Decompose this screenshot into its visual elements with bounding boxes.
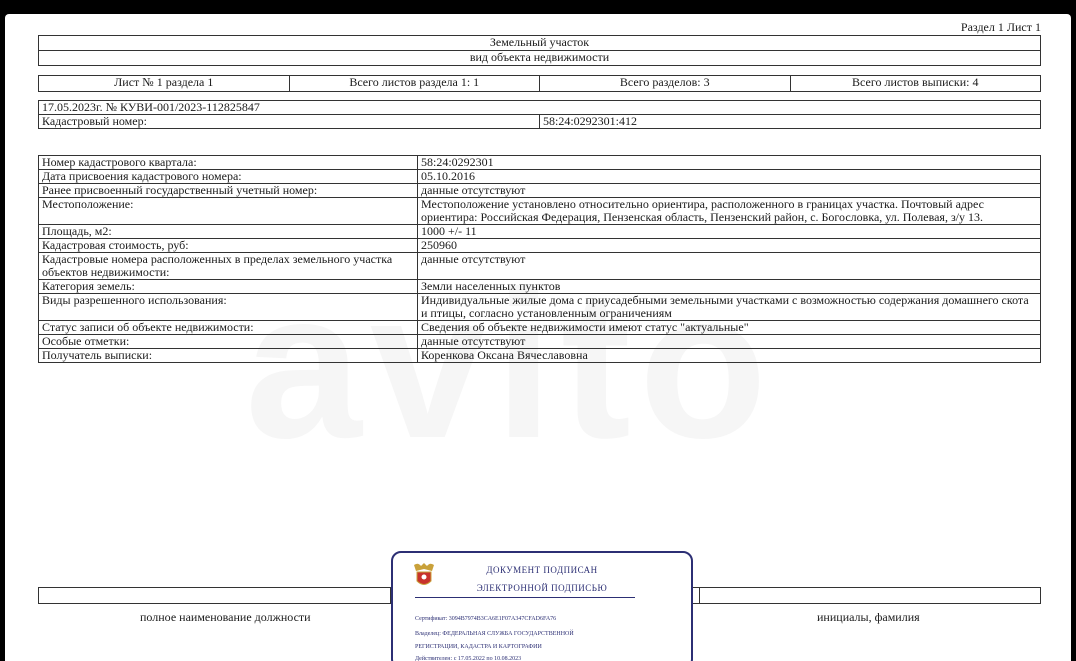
field-label: Получатель выписки:	[39, 349, 418, 363]
field-value: Земли населенных пунктов	[418, 280, 1041, 294]
table-row	[39, 253, 1041, 280]
stamp-validity: Действителен: с 17.05.2022 по 10.08.2023	[415, 656, 522, 661]
document-date-number: 17.05.2023г. № КУВИ-001/2023-112825847	[39, 101, 1041, 115]
field-value: 1000 +/- 11	[418, 225, 1041, 239]
field-value: Индивидуальные жилые дома с приусадебными земельными участками с возможностью содержания домашнего скота и птицы, согласно установленным ограничениям	[418, 294, 1041, 321]
object-type: Земельный участок	[39, 36, 1041, 51]
stamp-title-line1: ДОКУМЕНТ ПОДПИСАН	[486, 565, 598, 575]
section-sheet-label: Раздел 1 Лист 1	[960, 20, 1041, 34]
table-row	[39, 198, 1041, 225]
field-label: Площадь, м2:	[39, 225, 418, 239]
table-row	[39, 294, 1041, 321]
electronic-signature-stamp	[391, 551, 693, 661]
field-value: 58:24:0292301	[418, 156, 1041, 170]
stamp-divider	[415, 597, 635, 598]
stamp-owner-line1: Владелец: ФЕДЕРАЛЬНАЯ СЛУЖБА ГОСУДАРСТВЕННОЙ	[415, 631, 574, 637]
field-label: Категория земель:	[39, 280, 418, 294]
field-value: Коренкова Оксана Вячеславовна	[418, 349, 1041, 363]
extract-sheets-total: Всего листов выписки: 4	[790, 76, 1041, 92]
sheets-info-table	[38, 75, 1041, 92]
position-caption: полное наименование должности	[140, 610, 311, 624]
field-label: Виды разрешенного использования:	[39, 294, 418, 321]
signature-name-cell	[700, 588, 1041, 604]
field-label: Статус записи об объекте недвижимости:	[39, 321, 418, 335]
object-kind-caption: вид объекта недвижимости	[39, 51, 1041, 66]
field-label: Местоположение:	[39, 198, 418, 225]
stamp-owner-line2: РЕГИСТРАЦИИ, КАДАСТРА И КАРТОГРАФИИ	[415, 644, 542, 650]
field-value: 05.10.2016	[418, 170, 1041, 184]
field-value: данные отсутствуют	[418, 335, 1041, 349]
cadastral-number-label: Кадастровый номер:	[39, 115, 540, 129]
table-row	[39, 349, 1041, 363]
table-row	[39, 321, 1041, 335]
name-caption: инициалы, фамилия	[817, 610, 920, 624]
document-page	[5, 14, 1071, 661]
table-row	[39, 225, 1041, 239]
table-row	[39, 184, 1041, 198]
table-row	[39, 239, 1041, 253]
signature-position-cell	[39, 588, 391, 604]
field-label: Ранее присвоенный государственный учетный номер:	[39, 184, 418, 198]
cadastral-number-value: 58:24:0292301:412	[540, 115, 1041, 129]
table-row	[39, 156, 1041, 170]
stamp-certificate: Сертификат: 3094B7974B3CA6E1F07A347CFAD6FA76	[415, 616, 557, 622]
field-value: данные отсутствуют	[418, 184, 1041, 198]
field-label: Особые отметки:	[39, 335, 418, 349]
table-row	[39, 170, 1041, 184]
table-row	[39, 335, 1041, 349]
section-sheets-total: Всего листов раздела 1: 1	[289, 76, 540, 92]
sheet-number: Лист № 1 раздела 1	[39, 76, 290, 92]
field-label: Дата присвоения кадастрового номера:	[39, 170, 418, 184]
field-label: Кадастровые номера расположенных в пределах земельного участка объектов недвижимости:	[39, 253, 418, 280]
field-label: Номер кадастрового квартала:	[39, 156, 418, 170]
field-label: Кадастровая стоимость, руб:	[39, 239, 418, 253]
field-value: Сведения об объекте недвижимости имеют статус "актуальные"	[418, 321, 1041, 335]
object-title-table	[38, 35, 1041, 66]
sections-total: Всего разделов: 3	[540, 76, 791, 92]
field-value: данные отсутствуют	[418, 253, 1041, 280]
table-row	[39, 280, 1041, 294]
document-id-table	[38, 100, 1041, 129]
stamp-title-line2: ЭЛЕКТРОННОЙ ПОДПИСЬЮ	[476, 583, 608, 593]
field-value: 250960	[418, 239, 1041, 253]
property-details-table	[38, 155, 1041, 363]
field-value: Местоположение установлено относительно ориентира, расположенного в границах участка. Почтовый адрес ориентира: Российская Федерация, Пензенская область, Пензенский район, с. Богословка, ул. Полевая, з/у 13.	[418, 198, 1041, 225]
